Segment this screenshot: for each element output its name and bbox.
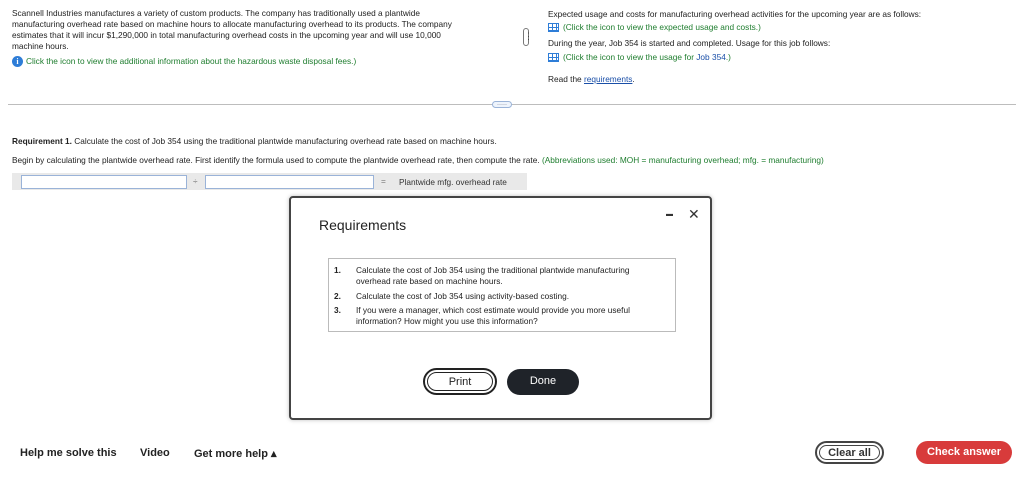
read-requirements [548,74,635,85]
table-icon[interactable] [548,53,559,62]
requirement-number: 2. [334,291,341,301]
intro-line: manufacturing overhead rate based on machine hours to allocate manufacturing overhead to its products. The company [12,19,452,29]
intro-line: Scannell Industries manufactures a variety of custom products. The company has traditionally used a plantwide [12,8,420,18]
abbreviations-note: (Abbreviations used: MOH = manufacturing overhead; mfg. = manufacturing) [541,155,824,165]
print-button-label[interactable]: Print [448,376,472,388]
job-354-link[interactable]: Job 354 [696,52,726,62]
requirements-link[interactable]: requirements [583,74,633,84]
read-suffix: . [632,74,635,84]
requirement-1-label: Requirement 1. [12,136,72,146]
requirement-line: Calculate the cost of Job 354 using activity-based costing. [356,291,570,301]
done-button[interactable] [507,369,579,395]
requirement-number: 3. [334,305,341,315]
requirement-1-title [12,136,497,147]
intro-line: machine hours. [12,41,69,51]
section-divider [8,104,1016,105]
requirement-number: 1. [334,265,341,275]
list-item [356,305,630,327]
list-item [356,291,569,302]
expected-usage-text: Expected usage and costs for manufacturing overhead activities for the upcoming year are as follows: [548,9,922,19]
check-answer-button[interactable] [916,441,1012,464]
done-button-label[interactable]: Done [529,375,557,387]
list-item [356,265,630,287]
clear-all-button[interactable] [815,441,884,464]
divide-operator: ÷ [193,176,198,186]
intro-line: estimates that it will incur $1,290,000 in total manufacturing overhead costs in the upcoming year and will use 10,000 [12,30,441,40]
expected-usage-link[interactable] [548,22,761,33]
pane-resize-handle[interactable] [523,28,529,46]
requirement-1-text: Calculate the cost of Job 354 using the traditional plantwide manufacturing overhead rate based on machine hours. [71,136,497,146]
job-usage-link-suffix[interactable]: .) [725,52,731,62]
formula-result-label: Plantwide mfg. overhead rate [399,177,507,187]
close-icon[interactable]: ✕ [688,206,700,222]
table-icon[interactable] [548,23,559,32]
formula-denominator-input[interactable] [205,175,374,189]
video-link[interactable]: Video [140,447,170,459]
job-usage-text: During the year, Job 354 is started and completed. Usage for this job follows: [548,38,831,48]
expected-usage-link-text[interactable]: (Click the icon to view the expected usage and costs.) [563,22,761,32]
formula-numerator-input[interactable] [21,175,187,189]
info-link-text[interactable]: Click the icon to view the additional information about the hazardous waste disposal fees.) [26,56,357,66]
problem-intro [12,8,517,52]
job-usage-link-prefix[interactable]: (Click the icon to view the usage for [563,52,697,62]
hazardous-waste-info-link[interactable] [12,56,356,67]
requirement-line: Calculate the cost of Job 354 using the traditional plantwide manufacturing [356,265,630,275]
requirement-1-instruction [12,155,824,166]
get-more-help-menu[interactable]: Get more help ▴ [194,448,277,460]
help-me-solve-link[interactable]: Help me solve this [20,447,117,459]
requirement-line: If you were a manager, which cost estimate would provide you more useful [356,305,630,315]
instruction-text: Begin by calculating the plantwide overhead rate. First identify the formula used to compute the plantwide overhead rate, then compute the rate. [12,155,540,165]
requirements-dialog [289,196,712,420]
dialog-title: Requirements [319,217,407,233]
equals-operator: = [381,176,386,186]
minimize-icon[interactable]: ▬ [666,211,673,218]
job-usage-link[interactable] [548,52,731,63]
read-prefix: Read the [548,74,584,84]
requirements-list [328,258,676,332]
check-answer-label[interactable]: Check answer [927,446,1001,458]
section-resize-handle[interactable]: ····· [492,101,512,108]
info-icon[interactable]: i [12,56,23,67]
requirement-line: information? How might you use this information? [356,316,538,326]
clear-all-label[interactable]: Clear all [828,447,871,459]
print-button[interactable] [423,368,497,395]
requirement-line: overhead rate based on machine hours. [356,276,503,286]
